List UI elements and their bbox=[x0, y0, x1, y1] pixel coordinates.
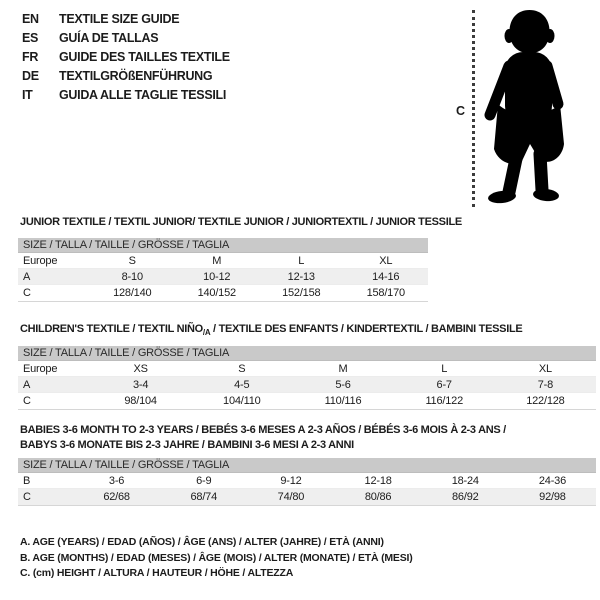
note-age-months: B. AGE (MONTHS) / EDAD (MESES) / ÂGE (MOIS) / ALTER (MONATE) / ETÀ (MESI) bbox=[20, 551, 413, 564]
size-header-bar: SIZE / TALLA / TAILLE / GRÖSSE / TAGLIA bbox=[18, 238, 428, 253]
lang-code: ES bbox=[22, 30, 39, 45]
table-row-age bbox=[18, 269, 428, 285]
lang-title: TEXTILGRÖßENFÜHRUNG bbox=[59, 68, 213, 83]
table-cell: 128/140 bbox=[113, 287, 152, 299]
legend-notes bbox=[20, 536, 413, 583]
language-title-list bbox=[22, 9, 230, 104]
size-header-bar: SIZE / TALLA / TAILLE / GRÖSSE / TAGLIA bbox=[18, 346, 596, 361]
lang-code: IT bbox=[22, 87, 33, 102]
table-cell: 12-13 bbox=[287, 270, 315, 283]
table-cell: 74/80 bbox=[277, 491, 305, 503]
table-cell: 98/104 bbox=[124, 395, 157, 407]
table-cell: 14-16 bbox=[372, 270, 400, 283]
table-cell: 92/98 bbox=[539, 491, 566, 503]
table-cell: 5-6 bbox=[335, 378, 351, 391]
lang-title: TEXTILE SIZE GUIDE bbox=[59, 11, 180, 26]
babies-table-title-line2: BABYS 3-6 MONATE BIS 2-3 JAHRE / BAMBINI 3-6 MESI A 2-3 ANNI bbox=[20, 439, 354, 451]
table-cell: 110/116 bbox=[324, 395, 362, 407]
table-cell: 8-10 bbox=[121, 270, 143, 283]
lang-row-de bbox=[22, 66, 230, 85]
lang-code: EN bbox=[22, 11, 39, 26]
table-cell: 86/92 bbox=[452, 491, 479, 503]
lang-title: GUÍA DE TALLAS bbox=[59, 30, 159, 45]
table-cell: S bbox=[128, 254, 136, 267]
table-row-age bbox=[18, 377, 596, 393]
table-row-months bbox=[18, 473, 596, 489]
children-title-pre: CHILDREN'S TEXTILE / TEXTIL NIÑO bbox=[20, 323, 203, 335]
row-label: C bbox=[23, 287, 31, 299]
lang-row-fr bbox=[22, 47, 230, 66]
lang-row-es bbox=[22, 28, 230, 47]
table-cell: 18-24 bbox=[451, 474, 479, 487]
note-age-years: A. AGE (YEARS) / EDAD (AÑOS) / ÂGE (ANS) / ALTER (JAHRE) / ETÀ (ANNI) bbox=[20, 536, 384, 548]
table-row-region bbox=[18, 361, 596, 377]
table-cell: 80/86 bbox=[364, 491, 392, 503]
table-cell: 7-8 bbox=[537, 378, 554, 391]
children-title-post: / TEXTILE DES ENFANTS / KINDERTEXTIL / BAMBINI TESSILE bbox=[210, 323, 523, 335]
table-cell: L bbox=[441, 362, 448, 375]
table-cell: 122/128 bbox=[526, 395, 565, 407]
babies-table bbox=[18, 458, 596, 506]
lang-code: DE bbox=[22, 68, 39, 83]
table-cell: 6-7 bbox=[436, 378, 452, 391]
lang-title: GUIDA ALLE TAGLIE TESSILI bbox=[59, 87, 227, 102]
junior-table bbox=[18, 238, 428, 302]
table-cell: 3-6 bbox=[108, 474, 125, 487]
row-label: B bbox=[23, 474, 31, 487]
table-cell: 140/152 bbox=[197, 287, 236, 299]
table-cell: 104/110 bbox=[223, 395, 261, 407]
table-cell: 152/158 bbox=[282, 287, 321, 299]
table-cell: 4-5 bbox=[234, 378, 250, 391]
table-cell: 116/122 bbox=[425, 395, 463, 407]
children-table-title bbox=[20, 323, 522, 337]
table-cell: 12-18 bbox=[364, 474, 392, 487]
children-table bbox=[18, 346, 596, 410]
row-label: C bbox=[23, 395, 31, 407]
table-cell: M bbox=[212, 254, 222, 267]
children-title-sub: /A bbox=[202, 328, 211, 338]
junior-table-title: JUNIOR TEXTILE / TEXTIL JUNIOR/ TEXTILE JUNIOR / JUNIORTEXTIL / JUNIOR TESSILE bbox=[20, 216, 462, 228]
lang-row-it bbox=[22, 85, 230, 104]
row-label: Europe bbox=[23, 362, 58, 375]
table-row-height bbox=[18, 393, 596, 409]
table-cell: 3-4 bbox=[132, 378, 149, 391]
table-cell: 62/68 bbox=[103, 491, 130, 503]
row-label: Europe bbox=[23, 254, 58, 267]
note-height-cm: C. (cm) HEIGHT / ALTURA / HAUTEUR / HÖHE / ALTEZZA bbox=[20, 567, 294, 579]
table-cell: S bbox=[238, 362, 246, 375]
table-cell: 9-12 bbox=[280, 474, 302, 487]
table-cell: 158/170 bbox=[366, 287, 405, 299]
lang-title: GUIDE DES TAILLES TEXTILE bbox=[59, 49, 230, 64]
table-cell: XS bbox=[133, 362, 148, 375]
table-cell: XL bbox=[538, 362, 552, 375]
row-label: C bbox=[23, 491, 31, 503]
table-cell: L bbox=[298, 254, 305, 267]
table-cell: 6-9 bbox=[196, 474, 212, 487]
size-header-bar: SIZE / TALLA / TAILLE / GRÖSSE / TAGLIA bbox=[18, 458, 596, 473]
table-cell: M bbox=[338, 362, 348, 375]
table-cell: XL bbox=[379, 254, 393, 267]
table-row-height bbox=[18, 285, 428, 301]
lang-code: FR bbox=[22, 49, 39, 64]
table-row-region bbox=[18, 253, 428, 269]
lang-row-en bbox=[22, 9, 230, 28]
height-measure-label: C bbox=[456, 104, 466, 118]
babies-table-title-line1: BABIES 3-6 MONTH TO 2-3 YEARS / BEBÉS 3-6 MESES A 2-3 AÑOS / BÉBÉS 3-6 MOIS À 2-3 ANS / bbox=[20, 424, 506, 436]
table-row-height bbox=[18, 489, 596, 505]
row-label: A bbox=[23, 378, 31, 391]
table-cell: 10-12 bbox=[203, 270, 231, 283]
table-cell: 24-36 bbox=[538, 474, 567, 487]
row-label: A bbox=[23, 270, 31, 283]
height-measure-line bbox=[472, 10, 475, 207]
baby-silhouette-icon bbox=[481, 8, 569, 206]
table-cell: 68/74 bbox=[190, 491, 218, 503]
